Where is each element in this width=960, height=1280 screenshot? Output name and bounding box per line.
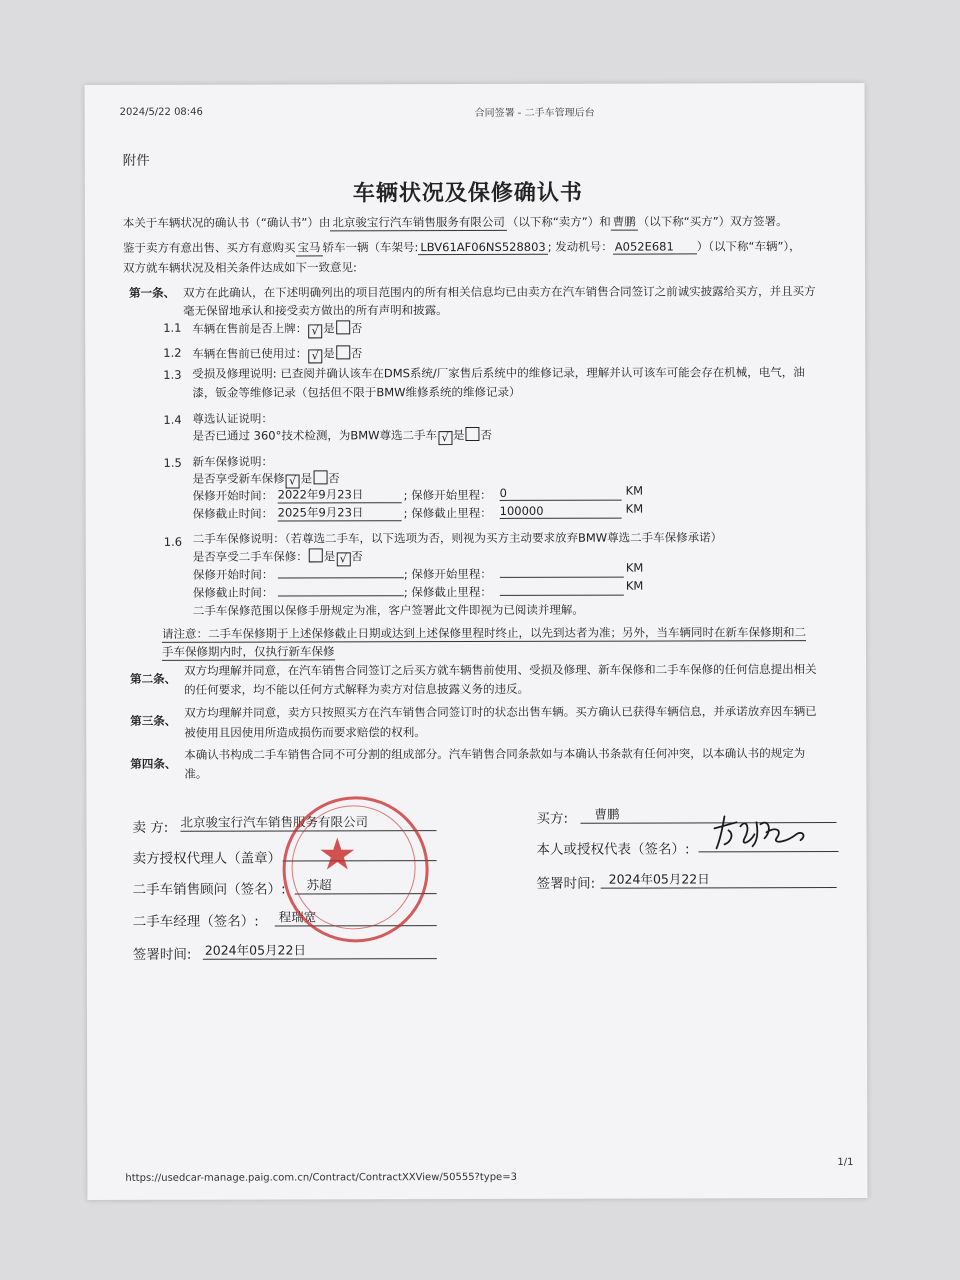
item-1-1-number: 1.1 (163, 320, 182, 335)
article-4-text-2: 准。 (184, 766, 208, 781)
item-1-2: 车辆在售前已使用过： √ 是 否 (192, 346, 363, 363)
new-warranty-end-time[interactable]: 2025年9月23日 (278, 504, 402, 521)
new-warranty-end-km-label: ; 保修截止里程： (403, 505, 492, 521)
intro-line-2: 鉴于卖方有意出售、买方有意购买 宝马 轿车一辆（车架号: LBV61AF06NS528803 ; 发动机号： A052E681 ）（以下称“车辆”）， (122, 239, 801, 255)
new-warranty-start-km-label: ; 保修开始里程： (403, 487, 492, 503)
article-2-text-2: 的任何要求，均不能以任何方式解释为卖方对信息披露义务的违反。 (184, 681, 530, 697)
seller-date-label: 签署时间: (132, 946, 192, 963)
buyer-name-field: 曹鹏 (611, 214, 638, 231)
note-line-2: 手车保修期内时，仅执行新车保修 (162, 644, 335, 659)
used-warranty-end-time-label: 保修截止时间： (192, 585, 274, 600)
certified-no-checkbox[interactable] (465, 427, 479, 441)
item-1-5-title: 新车保修说明： (192, 454, 274, 469)
manager-signature-value[interactable]: 程瑞宽 (275, 907, 437, 926)
footer-page-number: 1/1 (837, 1157, 854, 1169)
seller-name-field: 北京骏宝行汽车销售服务有限公司 (330, 214, 507, 231)
km-unit: KM (625, 578, 644, 593)
used-warranty-end-time-field[interactable] (278, 595, 404, 596)
new-warranty-start-time-label: 保修开始时间： (192, 488, 274, 503)
brand-field: 宝马 (295, 239, 322, 256)
print-page-title: 合同签署 - 二手车管理后台 (474, 107, 595, 120)
advisor-signature-value[interactable]: 苏超 (295, 875, 437, 894)
handwritten-signature (706, 808, 816, 853)
used-warranty-no-checkbox[interactable]: √ (336, 552, 350, 566)
item-1-4-title: 尊选认证说明： (192, 411, 273, 426)
seller-signature-value[interactable]: 北京骏宝行汽车销售服务有限公司 (180, 812, 436, 832)
item-1-6-title: 二手车保修说明：（若尊选二手车，以下选项为否，则视为买方主动要求放弃BMW尊选二手车保修承诺） (192, 530, 723, 546)
item-1-5-number: 1.5 (163, 455, 182, 470)
article-4-text-1: 本确认书构成二手车销售合同不可分割的组成部分。汽车销售合同条款如与本确认书条款有任何冲突，以本确认书的规定为 (184, 746, 806, 762)
print-datetime: 2024/5/22 08:46 (119, 106, 203, 118)
advisor-label: 二手车销售顾问（签名）: (132, 881, 286, 898)
km-unit: KM (625, 560, 644, 575)
intro-line-1: 本关于车辆状况的确认书（“确认书”）由 北京骏宝行汽车销售服务有限公司 （以下称“卖方”）和 曹鹏 （以下称“买方”）双方签署。 (122, 214, 788, 230)
plated-no-checkbox[interactable] (336, 320, 350, 334)
new-warranty-no-checkbox[interactable] (313, 470, 327, 484)
item-1-5-question: 是否享受新车保修 √ 是 否 (192, 471, 340, 488)
new-warranty-start-km[interactable]: 0 (500, 486, 622, 501)
used-warranty-start-km-field[interactable] (500, 577, 624, 578)
new-warranty-end-km[interactable]: 100000 (500, 504, 622, 519)
vin-field: LBV61AF06NS528803 (418, 240, 547, 255)
article-1-text-1: 双方在此确认，在下述明确列出的项目范围内的所有相关信息均已由卖方在汽车销售合同签订之前诚实披露给买方，并且买方 (183, 284, 816, 300)
item-1-1: 车辆在售前是否上牌： √ 是 否 (192, 321, 363, 338)
article-2-label: 第二条、 (130, 671, 177, 686)
buyer-rep-label: 本人或授权代表（签名）: (536, 841, 690, 858)
buyer-date-label: 签署时间: (536, 875, 596, 892)
seller-date-value[interactable]: 2024年05月22日 (203, 940, 437, 960)
used-warranty-yes-checkbox[interactable] (309, 548, 323, 562)
buyer-label: 买方: (536, 810, 569, 827)
used-yes-checkbox[interactable]: √ (308, 349, 322, 363)
new-warranty-start-time[interactable]: 2022年9月23日 (278, 486, 402, 503)
attachment-label: 附件 (122, 152, 150, 169)
seller-agent-label: 卖方授权代理人（盖章） (132, 850, 282, 867)
manager-label: 二手车经理（签名）: (132, 913, 259, 930)
note-line-1: 请注意：二手车保修期于上述保修截止日期或达到上述保修里程时终止，以先到达者为准；另外，当车辆同时在新车保修期和二 (161, 625, 806, 641)
new-warranty-yes-checkbox[interactable]: √ (286, 474, 300, 488)
used-no-checkbox[interactable] (336, 345, 350, 359)
article-4-label: 第四条、 (130, 756, 177, 771)
km-unit: KM (625, 501, 644, 516)
article-3-label: 第三条、 (130, 713, 177, 728)
certified-yes-checkbox[interactable]: √ (438, 431, 452, 445)
article-2-text-1: 双方均理解并同意，在汽车销售合同签订之后买方就车辆售前使用、受损及修理、新车保修和二手车保修的任何信息提出相关 (184, 662, 817, 678)
footer-url: https://usedcar-manage.paig.com.cn/Contract/ContractXXView/50555?type=3 (125, 1171, 517, 1184)
item-1-3-text-2: 漆，钣金等维修记录（包括但不限于BMW维修系统的维修记录） (192, 384, 521, 400)
item-1-2-number: 1.2 (163, 345, 182, 360)
engine-number-field: A052E681 (613, 239, 697, 254)
used-warranty-start-time-field[interactable] (278, 577, 404, 578)
used-warranty-scope: 二手车保修范围以保修手册规定为准，客户签署此文件即视为已阅读并理解。 (192, 602, 584, 618)
article-1-label: 第一条、 (129, 285, 176, 300)
seller-label: 卖 方: (132, 819, 169, 836)
used-warranty-start-time-label: 保修开始时间： (192, 567, 274, 582)
document-title: 车辆状况及保修确认书 (352, 180, 583, 207)
km-unit: KM (625, 483, 644, 498)
used-warranty-start-km-label: ; 保修开始里程： (403, 566, 492, 582)
article-3-text-1: 双方均理解并同意，卖方只按照买方在汽车销售合同签订时的状态出售车辆。买方确认已获得车辆信息，并承诺放弃因车辆已 (184, 704, 817, 720)
buyer-date-value[interactable]: 2024年05月22日 (601, 869, 837, 889)
buyer-signature-value[interactable]: 曹鹏 (580, 804, 836, 824)
item-1-6-question: 是否享受二手车保修： 是 √ 否 (192, 549, 363, 566)
item-1-6-number: 1.6 (163, 534, 183, 549)
used-warranty-end-km-label: ; 保修截止里程： (403, 584, 492, 600)
article-1-text-2: 毫无保留地承认和接受卖方做出的所有声明和披露。 (183, 303, 448, 318)
item-1-3-text-1: 受损及修理说明: 已查阅并确认该车在DMS系统/厂家售后系统中的维修记录，理解并认可该车可能会存在机械，电气，油 (192, 365, 805, 381)
item-1-4-number: 1.4 (163, 412, 182, 427)
intro-line-3: 双方就车辆状况及相关条件达成如下一致意见: (123, 260, 357, 275)
new-warranty-end-time-label: 保修截止时间： (192, 506, 274, 521)
item-1-3-number: 1.3 (163, 367, 182, 382)
plated-yes-checkbox[interactable]: √ (308, 324, 322, 338)
document-page (85, 83, 868, 1200)
used-warranty-end-km-field[interactable] (500, 595, 624, 596)
company-seal: ★ (282, 796, 428, 942)
article-3-text-2: 被使用且因使用所造成损伤而要求赔偿的权利。 (184, 725, 426, 740)
item-1-4-question: 是否已通过 360°技术检测，为BMW尊选二手车 √ 是 否 (192, 427, 493, 445)
